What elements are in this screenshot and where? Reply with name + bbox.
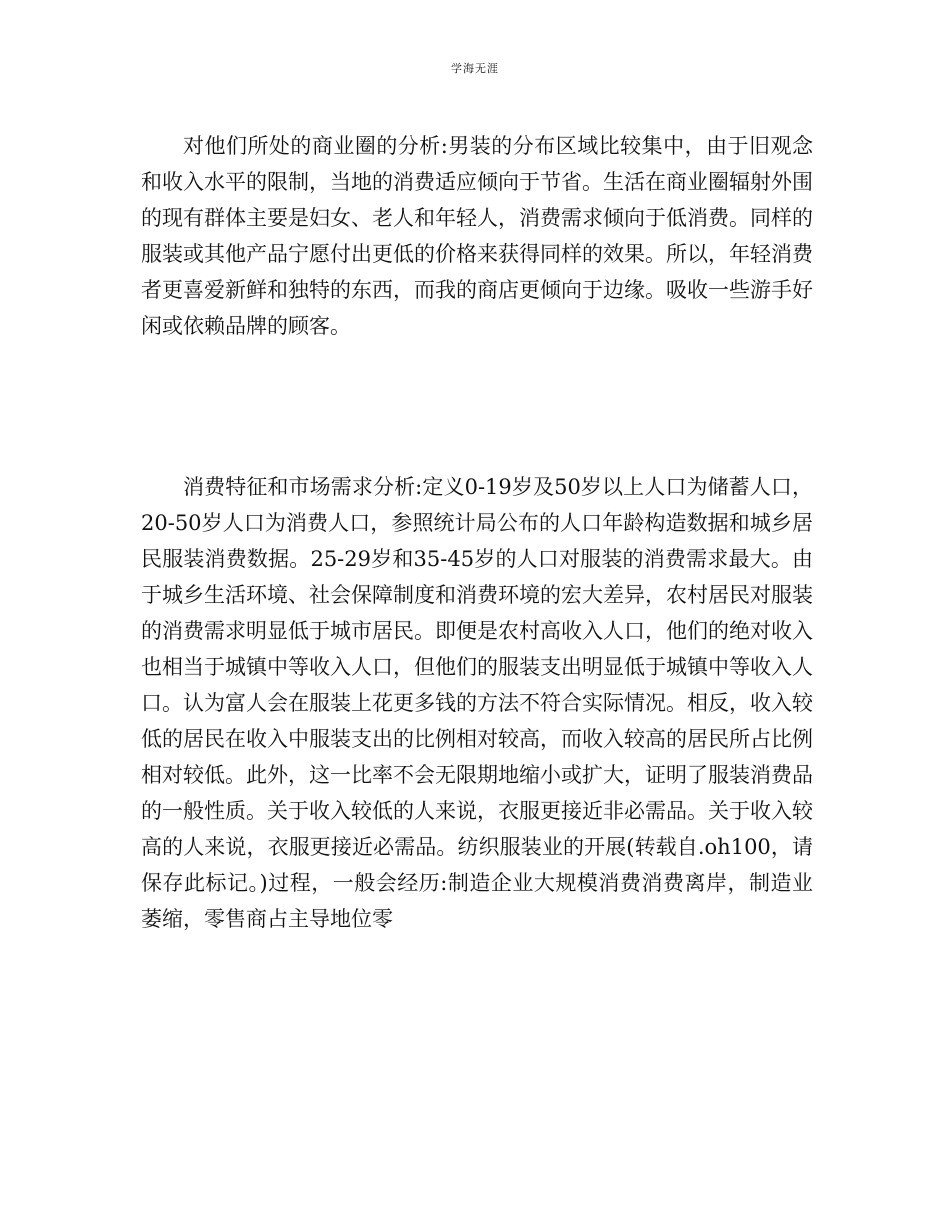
paragraph-consumption-demand-analysis: 消费特征和市场需求分析:定义0-19岁及50岁以上人口为储蓄人口，20-50岁人口为消费人口，参照统计局公布的人口年龄构造数据和城乡居民服装消费数据。25-29岁和35-45岁的人口对服装的消费需求最大。由于城乡生活环境、社会保障制度和消费环境的宏大差异，农村居民对服装的消费需求明显低于城市居民。即便是农村高收入人口，他们的绝对收入也相当于城镇中等收入人口，但他们的服装支出明显低于城镇中等收入人口。认为富人会在服装上花更多钱的方法不符合实际情况。相反，收入较低的居民在收入中服装支出的比例相对较高，而收入较高的居民所占比例相对较低。此外，这一比率不会无限期地缩小或扩大，证明了服装消费品的一般性质。关于收入较低的人来说，衣服更接近非必需品。关于收入较高的人来说，衣服更接近必需品。纺织服装业的开展(转载自.oh100，请保存此标记。)过程，一般会经历:制造企业大规模消费消费离岸，制造业萎缩，零售商占主导地位零 bbox=[141, 475, 813, 931]
paragraph-business-circle-analysis: 对他们所处的商业圈的分析:男装的分布区域比较集中，由于旧观念和收入水平的限制，当地的消费适应倾向于节省。生活在商业圈辐射外围的现有群体主要是妇女、老人和年轻人，消费需求倾向于低消费。同样的服装或其他产品宁愿付出更低的价格来获得同样的效果。所以，年轻消费者更喜爱新鲜和独特的东西，而我的商店更倾向于边缘。吸收一些游手好闲或依赖品牌的顾客。 bbox=[141, 134, 813, 338]
page-header: 学海无涯 bbox=[451, 62, 499, 75]
